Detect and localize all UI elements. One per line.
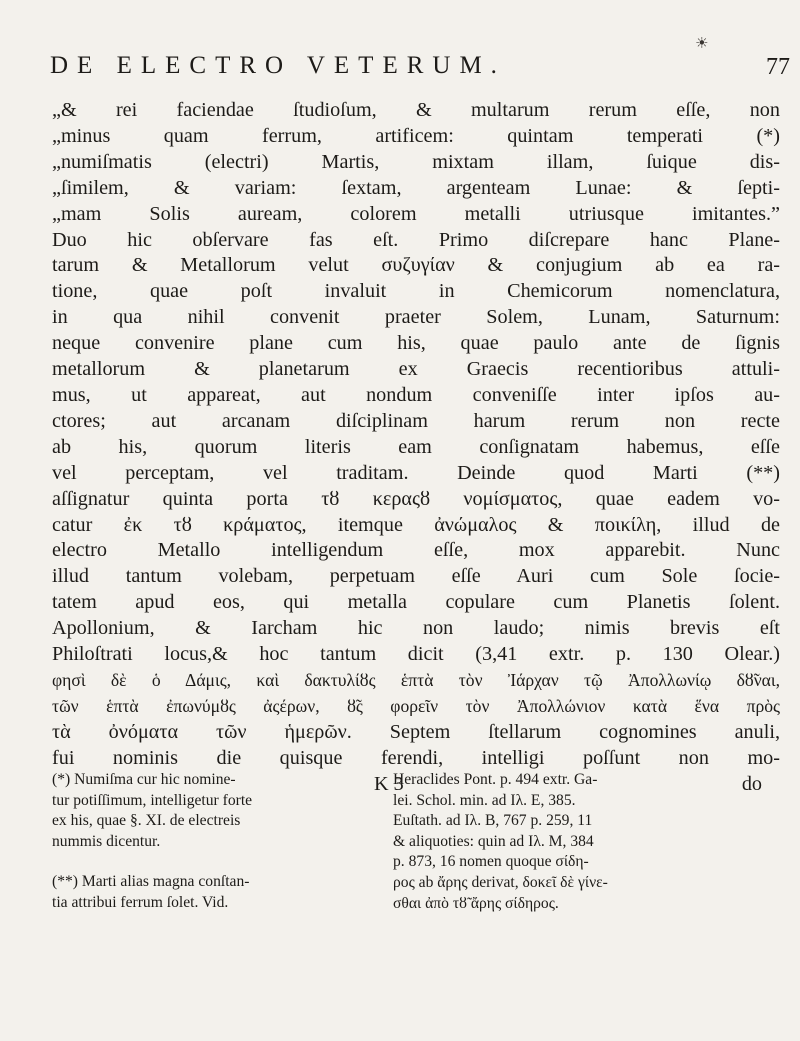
page-header bbox=[50, 52, 790, 84]
text-line: mus, ut appareat, aut nondum conveniſſe inter ipſos au- bbox=[52, 383, 780, 406]
text-line: tarum & Metallorum velut συζυγίαν & conjugium ab ea ra- bbox=[52, 254, 780, 277]
text-line: „& rei faciendae ſtudioſum, & multarum rerum eſſe, non bbox=[52, 99, 780, 121]
printers-mark-icon: ☀ bbox=[695, 36, 709, 52]
footnote-line: Euſtath. ad Iλ. B, 767 p. 259, 11 bbox=[393, 812, 593, 830]
signature-mark: K 3 bbox=[374, 772, 404, 795]
text-line: vel perceptam, vel traditam. Deinde quod Marti (**) bbox=[52, 461, 780, 484]
footnote-line: lei. Schol. min. ad Iλ. E, 385. bbox=[393, 791, 576, 809]
footnote-line: tur potiſſimum, intelligetur forte bbox=[52, 791, 253, 809]
text-line: neque convenire plane cum his, quae paulo ante de ſignis bbox=[52, 332, 780, 355]
text-line: τὰ ὀνόματα τῶν ἡμερῶν. Septem ſtellarum cognomines anuli, bbox=[52, 720, 780, 743]
text-line: Philoſtrati locus,& hoc tantum dicit (3,41 extr. p. 130 Olear.) bbox=[52, 643, 780, 666]
text-line: „ſimilem, & variam: ſextam, argenteam Lunae: & ſepti- bbox=[52, 176, 780, 199]
footnote-line: Heraclides Pont. p. 494 extr. Ga- bbox=[393, 771, 598, 788]
text-line: ctores; aut arcanam diſciplinam harum rerum non recte bbox=[52, 409, 780, 432]
text-line: Duo hic obſervare fas eſt. Primo diſcrepare hanc Plane- bbox=[52, 228, 780, 251]
footnote-line: tia attribui ferrum ſolet. Vid. bbox=[52, 893, 229, 911]
footnote-gap bbox=[52, 852, 377, 872]
greek-quote-line: φησὶ δὲ ὁ Δάμις, καὶ δακτυλίȣς ἑπτὰ τὸν Ἰάρχαν τῷ Ἀπολλωνίῳ δȣ̃ναι, bbox=[52, 669, 780, 690]
text-line: „minus quam ferrum, artificem: quintam temperati (*) bbox=[52, 124, 780, 147]
page-number: 77 bbox=[766, 54, 790, 80]
text-line: metallorum & planetarum ex Graecis recentioribus attuli- bbox=[52, 358, 780, 381]
text-line: electro Metallo intelligendum eſſe, mox apparebit. Nunc bbox=[52, 539, 780, 562]
text-line: tione, quae poſt invaluit in Chemicorum nomenclatura, bbox=[52, 280, 780, 303]
footnote-column-right bbox=[393, 770, 785, 914]
text-line: fui nominis die quisque ferendi, intelligi poſſunt non mo- bbox=[52, 746, 780, 769]
footnote-line: ex his, quae §. XI. de electreis bbox=[52, 812, 241, 830]
text-line: „mam Solis auream, colorem metalli utriusque imitantes.” bbox=[52, 202, 780, 225]
footnote-column-left bbox=[52, 770, 377, 914]
text-line: tatem apud eos, qui metalla copulare cum Planetis ſolent. bbox=[52, 591, 780, 614]
footnote-line: (**) Marti alias magna conſtan- bbox=[52, 873, 250, 891]
text-line: „numiſmatis (electri) Martis, mixtam illam, ſuique dis- bbox=[52, 150, 780, 173]
catchword: do bbox=[741, 772, 762, 795]
footnote-line: (*) Numiſma cur hic nomine- bbox=[52, 771, 236, 788]
footnote-line: p. 873, 16 nomen quoque σίδη- bbox=[393, 853, 589, 871]
footnote-line: nummis dicentur. bbox=[52, 832, 161, 850]
text-line: ab his, quorum literis eam conſignatam habemus, eſſe bbox=[52, 435, 780, 458]
footnote-line: & aliquoties: quin ad Iλ. M, 384 bbox=[393, 832, 594, 850]
text-line: illud tantum volebam, perpetuam eſſe Auri cum Sole ſocie- bbox=[52, 565, 780, 588]
text-line: in qua nihil convenit praeter Solem, Lunam, Saturnum: bbox=[52, 306, 780, 329]
text-line: aſſignatur quinta porta τȣ κεραςȣ νομίσματος, quae eadem vo- bbox=[52, 487, 780, 510]
greek-quote-line: τῶν ἑπτὰ ἐπωνύμȣς ἀςέρων, ȣ̃ς φορεῖν τὸν Ἀπολλώνιον κατὰ ἕνα πρὸς bbox=[52, 695, 780, 716]
footnote-line: σθαι ἀπὸ τȣ̃ ἄρης σίδηρος. bbox=[393, 894, 559, 912]
main-text bbox=[52, 98, 780, 798]
text-line: catur ἐκ τȣ κράματος, itemque ἀνώμαλος & ποικίλη, illud de bbox=[52, 513, 780, 536]
text-line: Apollonium, & Iarcham hic non laudo; nimis brevis eſt bbox=[52, 617, 780, 640]
running-title: DE ELECTRO VETERUM. bbox=[50, 52, 506, 79]
footnote-line: ρος ab ἄρης derivat, δοκεῖ δὲ γίνε- bbox=[393, 873, 608, 891]
